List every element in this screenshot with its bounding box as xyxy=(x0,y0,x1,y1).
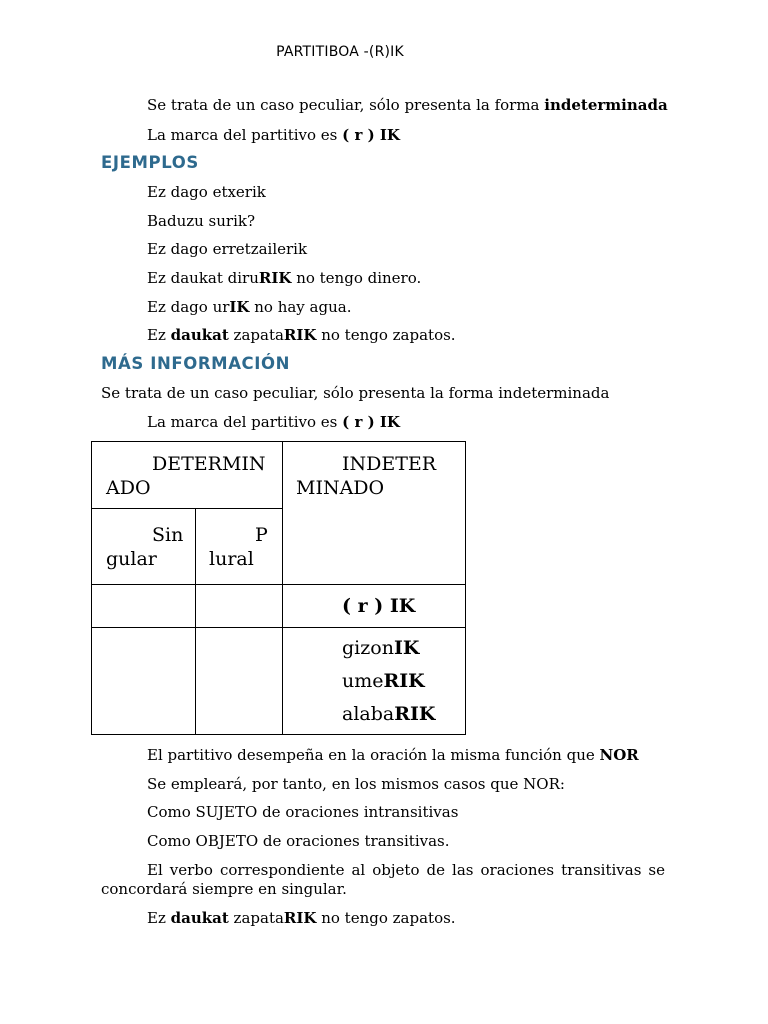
after-line-6-d: RIK xyxy=(283,909,317,927)
table-marker-text: ( r ) IK xyxy=(342,595,416,617)
mas-info-line-1: Se trata de un caso peculiar, sólo presenta la forma indeterminada xyxy=(101,384,610,402)
after-line-1 xyxy=(147,746,639,764)
mas-info-line-2-text: La marca del partitivo es xyxy=(147,413,343,431)
table-divider-header xyxy=(92,508,282,509)
example-4-b: RIK xyxy=(258,269,292,287)
table-word-3 xyxy=(342,702,435,726)
after-line-4: Como OBJETO de oraciones transitivas. xyxy=(147,832,450,850)
example-6-c: zapata xyxy=(228,326,284,344)
intro-line-2 xyxy=(147,126,400,144)
after-line-1-text: El partitivo desempeña en la oración la misma función que xyxy=(147,746,600,764)
example-5-a: Ez dago ur xyxy=(147,298,230,316)
table-word-3-a: alaba xyxy=(342,703,395,725)
after-line-6-a: Ez xyxy=(147,909,171,927)
mas-info-line-2-bold: ( r ) IK xyxy=(342,413,400,431)
table-word-1 xyxy=(342,636,419,660)
table-divider-row-2 xyxy=(92,627,465,628)
partitive-table xyxy=(91,441,466,735)
header-singular-2: gular xyxy=(106,548,157,570)
table-word-1-b: IK xyxy=(393,637,420,659)
example-4 xyxy=(147,269,421,287)
after-line-2: Se empleará, por tanto, en los mismos casos que NOR: xyxy=(147,775,565,793)
ejemplos-heading: EJEMPLOS xyxy=(101,153,199,172)
example-2: Baduzu surik? xyxy=(147,212,256,230)
intro-line-2-text: La marca del partitivo es xyxy=(147,126,343,144)
example-4-c: no tengo dinero. xyxy=(291,269,422,287)
header-singular-1: Sin xyxy=(152,524,184,546)
example-1: Ez dago etxerik xyxy=(147,183,266,201)
example-5-c: no hay agua. xyxy=(249,298,352,316)
intro-line-1 xyxy=(147,96,668,114)
after-line-6-e: no tengo zapatos. xyxy=(316,909,456,927)
example-6-a: Ez xyxy=(147,326,171,344)
table-word-2 xyxy=(342,669,425,693)
header-determinado-1: DETERMIN xyxy=(152,453,266,475)
table-marker xyxy=(342,594,415,618)
table-divider-main xyxy=(282,442,283,734)
after-line-6-c: zapata xyxy=(228,909,284,927)
after-line-1-bold: NOR xyxy=(599,746,639,764)
example-6-d: RIK xyxy=(283,326,317,344)
after-line-3: Como SUJETO de oraciones intransitivas xyxy=(147,803,459,821)
header-determinado-2: ADO xyxy=(106,477,151,499)
intro-line-2-bold: ( r ) IK xyxy=(342,126,400,144)
table-word-2-a: ume xyxy=(342,670,384,692)
header-indeterminado-2: MINADO xyxy=(296,477,385,499)
mas-info-heading: MÁS INFORMACIÓN xyxy=(101,354,291,373)
intro-line-1-bold: indeterminada xyxy=(544,96,668,114)
after-line-5: El verbo correspondiente al objeto de las oraciones transitivas se concordará siempre en singular. xyxy=(101,861,665,898)
example-5 xyxy=(147,298,351,316)
example-6 xyxy=(147,326,456,344)
intro-line-1-text: Se trata de un caso peculiar, sólo presenta la forma xyxy=(147,96,545,114)
example-3: Ez dago erretzailerik xyxy=(147,240,308,258)
example-5-b: IK xyxy=(229,298,250,316)
table-divider-sub xyxy=(195,508,196,734)
table-divider-row-1 xyxy=(92,584,465,585)
table-word-3-b: RIK xyxy=(394,703,436,725)
example-6-e: no tengo zapatos. xyxy=(316,326,456,344)
example-4-a: Ez daukat diru xyxy=(147,269,259,287)
table-word-1-a: gizon xyxy=(342,637,394,659)
example-6-b: daukat xyxy=(170,326,229,344)
after-line-6-b: daukat xyxy=(170,909,229,927)
table-word-2-b: RIK xyxy=(383,670,425,692)
page-title: PARTITIBOA -(R)IK xyxy=(276,44,404,60)
mas-info-line-2 xyxy=(147,413,400,431)
header-plural-2: lural xyxy=(209,548,254,570)
header-indeterminado-1: INDETER xyxy=(342,453,437,475)
after-line-6 xyxy=(147,909,456,927)
header-plural-1: P xyxy=(255,524,268,546)
